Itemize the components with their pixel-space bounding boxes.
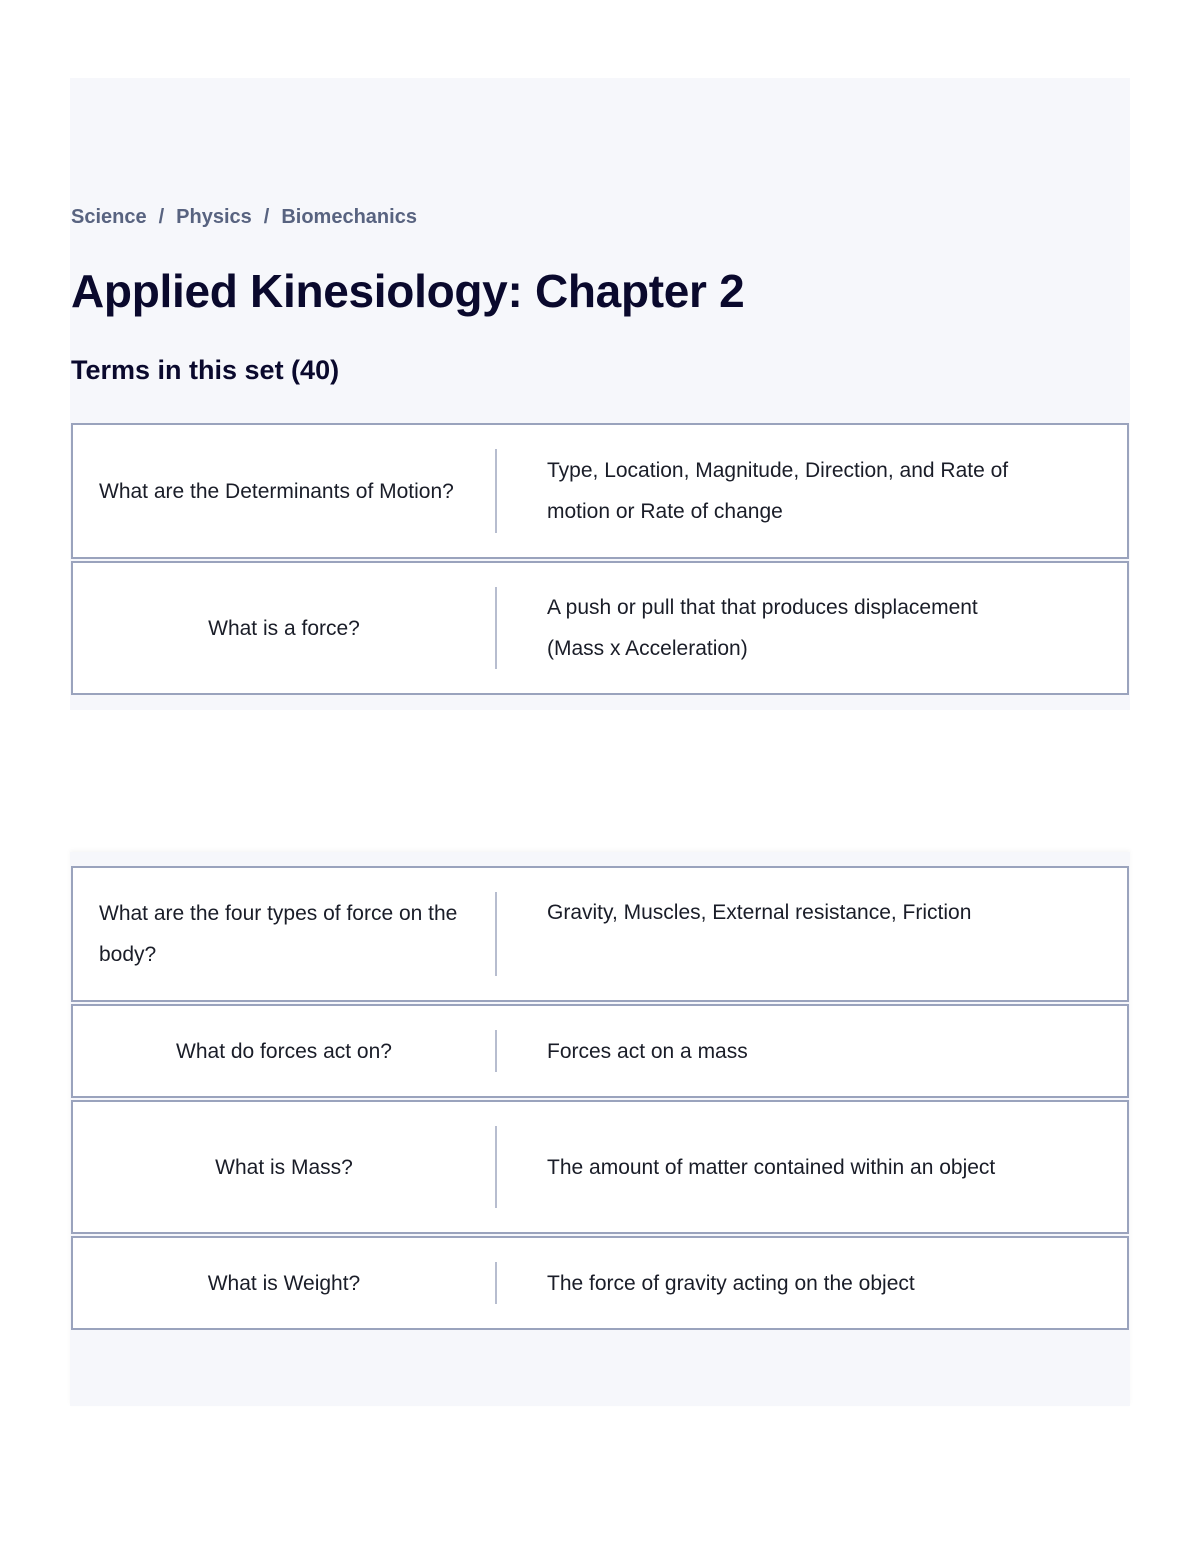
page-title: Applied Kinesiology: Chapter 2 xyxy=(71,265,745,317)
card-definition: Gravity, Muscles, External resistance, Friction xyxy=(547,901,972,924)
breadcrumb-item-biomechanics[interactable]: Biomechanics xyxy=(281,206,417,228)
breadcrumb-separator: / xyxy=(263,206,270,228)
terms-list xyxy=(71,423,1129,697)
breadcrumb-item-science[interactable]: Science xyxy=(71,206,147,228)
card-definition: A push or pull that that produces displacement (Mass x Acceleration) xyxy=(547,596,978,660)
card-definition: Forces act on a mass xyxy=(547,1039,748,1063)
term-card[interactable] xyxy=(71,1004,1129,1098)
term-card[interactable] xyxy=(71,1236,1129,1330)
breadcrumb-separator: / xyxy=(158,206,165,228)
card-term: What do forces act on? xyxy=(176,1039,392,1063)
term-card[interactable] xyxy=(71,1100,1129,1234)
card-term: What is Mass? xyxy=(215,1155,353,1179)
term-card[interactable] xyxy=(71,561,1129,695)
card-definition: Type, Location, Magnitude, Direction, and Rate of motion or Rate of change xyxy=(547,459,1009,523)
term-card[interactable] xyxy=(71,866,1129,1002)
term-card[interactable] xyxy=(71,423,1129,559)
card-term: What is Weight? xyxy=(207,1271,361,1295)
terms-list xyxy=(71,866,1129,1332)
card-term: What are the four types of force on the body? xyxy=(99,902,458,966)
card-definition: The force of gravity acting on the object xyxy=(547,1271,915,1295)
card-term: What is a force? xyxy=(208,616,360,640)
breadcrumb-item-physics[interactable]: Physics xyxy=(176,206,252,228)
card-term: What are the Determinants of Motion? xyxy=(99,479,454,503)
terms-count-heading: Terms in this set (40) xyxy=(71,355,340,385)
card-definition: The amount of matter contained within an object xyxy=(547,1155,996,1179)
breadcrumb xyxy=(71,206,417,229)
